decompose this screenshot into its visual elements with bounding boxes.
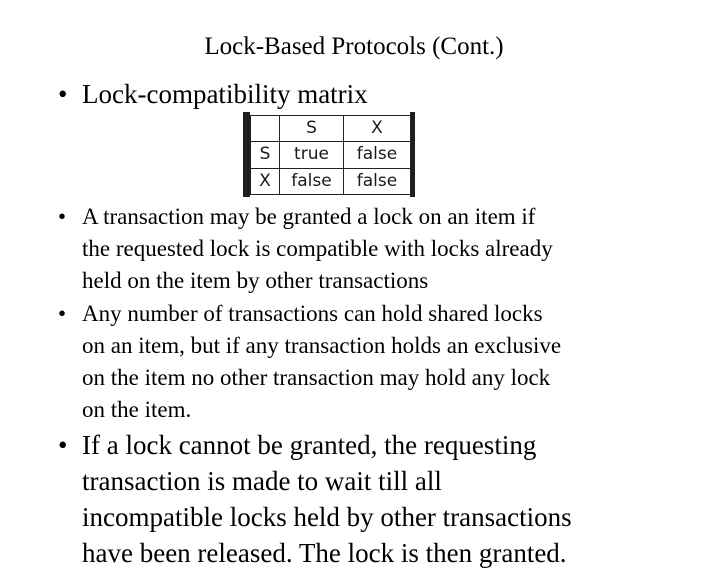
bullet-line: held on the item by other transactions: [82, 268, 429, 293]
matrix-cell: false: [280, 168, 344, 194]
matrix-header-row: [251, 116, 411, 142]
matrix-left-edge: [243, 112, 250, 197]
matrix-corner-cell: [251, 116, 280, 142]
bullet-line: the requested lock is compatible with locks already: [82, 236, 553, 261]
matrix-row-header: S: [251, 142, 280, 168]
matrix-col-header: S: [280, 116, 344, 142]
matrix-table: [250, 115, 411, 195]
bullet-text: [82, 76, 368, 112]
matrix-cell: false: [344, 142, 411, 168]
matrix-row-header: X: [251, 168, 280, 194]
bullet-line: incompatible locks held by other transactions: [82, 502, 572, 532]
bullet-text: [82, 298, 561, 426]
bullet-line: on the item.: [82, 397, 192, 422]
lock-compatibility-matrix: [243, 112, 415, 197]
matrix-cell: false: [344, 168, 411, 194]
bullet-text: [82, 427, 572, 571]
bullet-line: transaction is made to wait till all: [82, 466, 442, 496]
bullet-item-matrix-heading: [58, 76, 368, 112]
matrix-col-header: X: [344, 116, 411, 142]
bullet-icon: •: [58, 430, 68, 460]
bullet-icon: •: [58, 79, 68, 109]
bullet-icon: •: [58, 301, 67, 326]
bullet-text: [82, 201, 553, 297]
matrix-cell: true: [280, 142, 344, 168]
slide-title: Lock-Based Protocols (Cont.): [204, 33, 504, 60]
bullet-line: Lock-compatibility matrix: [82, 79, 368, 109]
bullet-icon: •: [58, 204, 67, 229]
bullet-line: Any number of transactions can hold shared locks: [82, 301, 543, 326]
bullet-line: on an item, but if any transaction holds an exclusive: [82, 333, 562, 358]
bullet-line: A transaction may be granted a lock on an item if: [82, 204, 536, 229]
bullet-line: have been released. The lock is then granted.: [82, 538, 567, 568]
bullet-item-wait: [58, 427, 572, 571]
matrix-row: [251, 168, 411, 194]
bullet-item-shared-locks: [58, 298, 561, 426]
bullet-item-granted-lock: [58, 201, 553, 297]
matrix-row: [251, 142, 411, 168]
bullet-line: on the item no other transaction may hold any lock: [82, 365, 551, 390]
bullet-line: If a lock cannot be granted, the requesting: [82, 430, 537, 460]
